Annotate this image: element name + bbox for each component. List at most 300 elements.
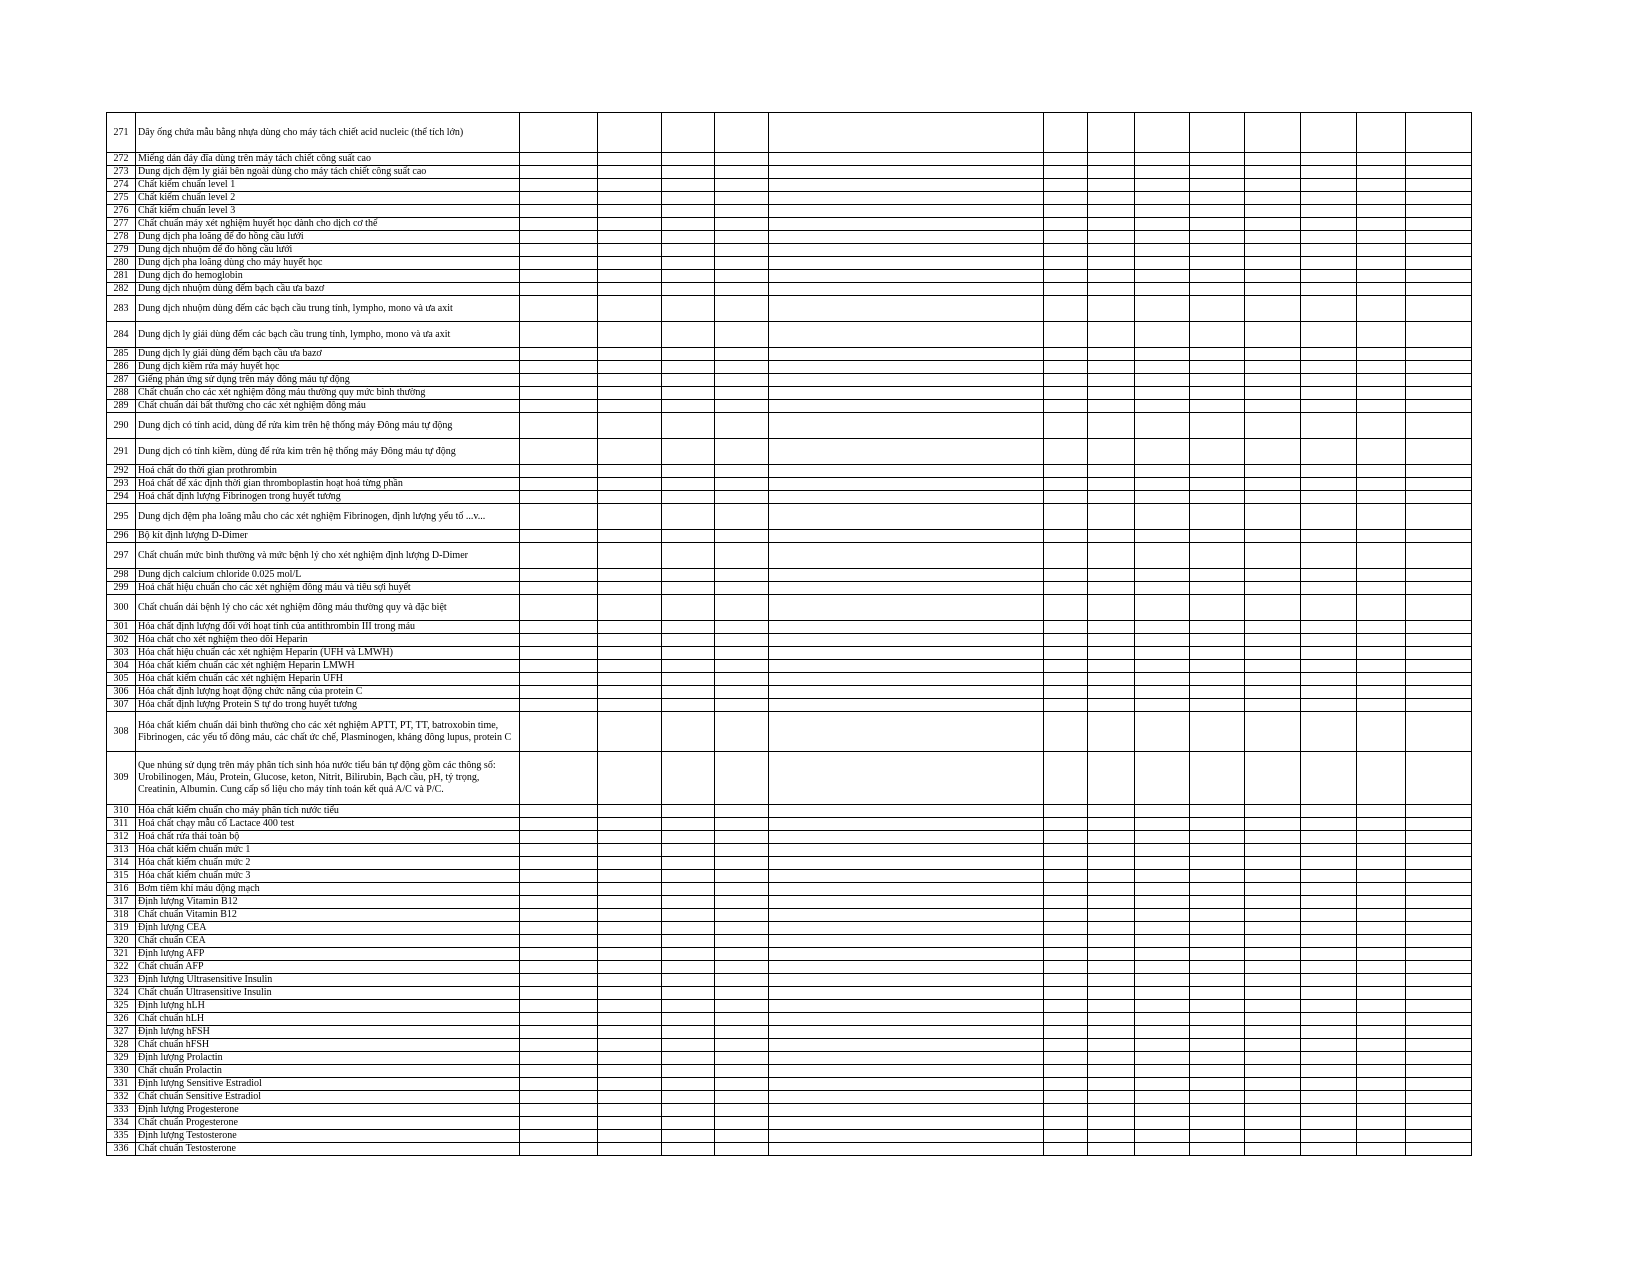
row-number: 318: [107, 909, 136, 922]
empty-cell: [1190, 673, 1245, 686]
empty-cell: [598, 166, 662, 179]
empty-cell: [1088, 1039, 1135, 1052]
empty-cell: [520, 647, 598, 660]
empty-cell: [598, 270, 662, 283]
empty-cell: [1245, 1104, 1301, 1117]
empty-cell: [715, 922, 769, 935]
empty-cell: [1357, 831, 1406, 844]
empty-cell: [1088, 1091, 1135, 1104]
empty-cell: [520, 569, 598, 582]
empty-cell: [769, 1026, 1044, 1039]
empty-cell: [598, 153, 662, 166]
table-row: [107, 752, 1472, 805]
item-name: Hoá chất rửa thải toàn bộ: [136, 831, 520, 844]
empty-cell: [598, 844, 662, 857]
empty-cell: [769, 883, 1044, 896]
empty-cell: [662, 348, 715, 361]
empty-cell: [598, 322, 662, 348]
row-number: 295: [107, 504, 136, 530]
empty-cell: [715, 844, 769, 857]
empty-cell: [715, 530, 769, 543]
empty-cell: [1190, 361, 1245, 374]
empty-cell: [1357, 805, 1406, 818]
empty-cell: [1088, 504, 1135, 530]
empty-cell: [769, 818, 1044, 831]
empty-cell: [1135, 322, 1190, 348]
empty-cell: [1135, 712, 1190, 752]
empty-cell: [1190, 1052, 1245, 1065]
table-row: [107, 647, 1472, 660]
empty-cell: [662, 113, 715, 153]
item-name: Chất chuẩn dải bệnh lý cho các xét nghiệm đông máu thường quy và đặc biệt: [136, 595, 520, 621]
item-name: Hóa chất kiểm chuẩn các xét nghiệm Heparin UFH: [136, 673, 520, 686]
empty-cell: [1088, 673, 1135, 686]
empty-cell: [520, 699, 598, 712]
empty-cell: [769, 961, 1044, 974]
item-name: Dung dịch ly giải dùng đếm các bạch cầu trung tính, lympho, mono và ưa axit: [136, 322, 520, 348]
empty-cell: [1044, 831, 1088, 844]
row-number: 312: [107, 831, 136, 844]
empty-cell: [1135, 844, 1190, 857]
empty-cell: [1088, 1130, 1135, 1143]
empty-cell: [1357, 1143, 1406, 1156]
empty-cell: [1135, 974, 1190, 987]
empty-cell: [1135, 818, 1190, 831]
item-name: Định lượng AFP: [136, 948, 520, 961]
empty-cell: [769, 844, 1044, 857]
empty-cell: [1088, 153, 1135, 166]
empty-cell: [1301, 961, 1357, 974]
empty-cell: [1190, 660, 1245, 673]
empty-cell: [715, 1078, 769, 1091]
empty-cell: [769, 387, 1044, 400]
empty-cell: [769, 1039, 1044, 1052]
empty-cell: [1406, 673, 1472, 686]
empty-cell: [520, 987, 598, 1000]
empty-cell: [1406, 961, 1472, 974]
empty-cell: [520, 1013, 598, 1026]
empty-cell: [1044, 387, 1088, 400]
empty-cell: [520, 1065, 598, 1078]
empty-cell: [1135, 922, 1190, 935]
empty-cell: [1245, 752, 1301, 805]
empty-cell: [1190, 569, 1245, 582]
row-number: 296: [107, 530, 136, 543]
table-row: [107, 1013, 1472, 1026]
empty-cell: [1190, 974, 1245, 987]
empty-cell: [598, 569, 662, 582]
empty-cell: [1406, 387, 1472, 400]
item-name: Miếng dán đáy đĩa dùng trên máy tách chiết công suất cao: [136, 153, 520, 166]
empty-cell: [598, 218, 662, 231]
empty-cell: [1245, 543, 1301, 569]
empty-cell: [1301, 543, 1357, 569]
empty-cell: [520, 361, 598, 374]
empty-cell: [598, 582, 662, 595]
empty-cell: [715, 1000, 769, 1013]
row-number: 322: [107, 961, 136, 974]
empty-cell: [1406, 1052, 1472, 1065]
item-name: Bơm tiêm khí máu động mạch: [136, 883, 520, 896]
empty-cell: [1044, 686, 1088, 699]
item-name: Chất chuẩn Sensitive Estradiol: [136, 1091, 520, 1104]
price-list-table: [106, 112, 1472, 1156]
empty-cell: [598, 752, 662, 805]
empty-cell: [1044, 712, 1088, 752]
item-name: Dung dịch ly giải dùng đếm bạch cầu ưa bazơ: [136, 348, 520, 361]
table-row: [107, 530, 1472, 543]
empty-cell: [1088, 922, 1135, 935]
empty-cell: [598, 1104, 662, 1117]
empty-cell: [520, 818, 598, 831]
empty-cell: [1135, 283, 1190, 296]
table-row: [107, 805, 1472, 818]
empty-cell: [662, 413, 715, 439]
empty-cell: [598, 660, 662, 673]
empty-cell: [1190, 218, 1245, 231]
empty-cell: [715, 1117, 769, 1130]
empty-cell: [1301, 974, 1357, 987]
table-row: [107, 948, 1472, 961]
empty-cell: [769, 478, 1044, 491]
item-name: Que nhúng sử dụng trên máy phân tích sinh hóa nước tiểu bán tự động gồm các thông số: Urobilinogen, Máu, Protein, Glucose, keton, Nitrit, Bilirubin, Bạch cầu, pH, tỷ trọng, Creatinin, Albumin. Cung cấp sổ liệu cho máy tính toán kết quả A/C và P/C.: [136, 752, 520, 805]
empty-cell: [769, 909, 1044, 922]
empty-cell: [715, 673, 769, 686]
empty-cell: [1301, 478, 1357, 491]
empty-cell: [1245, 1117, 1301, 1130]
empty-cell: [662, 1078, 715, 1091]
empty-cell: [520, 530, 598, 543]
empty-cell: [1245, 296, 1301, 322]
empty-cell: [1245, 348, 1301, 361]
row-number: 310: [107, 805, 136, 818]
empty-cell: [1135, 660, 1190, 673]
empty-cell: [1190, 1000, 1245, 1013]
empty-cell: [1088, 374, 1135, 387]
empty-cell: [520, 257, 598, 270]
empty-cell: [1357, 987, 1406, 1000]
row-number: 288: [107, 387, 136, 400]
empty-cell: [1088, 699, 1135, 712]
empty-cell: [1301, 844, 1357, 857]
empty-cell: [1044, 1052, 1088, 1065]
item-name: Chất chuẩn Prolactin: [136, 1065, 520, 1078]
empty-cell: [520, 1000, 598, 1013]
empty-cell: [1357, 870, 1406, 883]
empty-cell: [715, 712, 769, 752]
empty-cell: [598, 870, 662, 883]
empty-cell: [520, 113, 598, 153]
empty-cell: [1044, 673, 1088, 686]
empty-cell: [662, 844, 715, 857]
empty-cell: [1245, 504, 1301, 530]
empty-cell: [520, 634, 598, 647]
empty-cell: [520, 673, 598, 686]
row-number: 290: [107, 413, 136, 439]
empty-cell: [1245, 257, 1301, 270]
empty-cell: [1245, 909, 1301, 922]
empty-cell: [520, 1026, 598, 1039]
empty-cell: [1357, 1065, 1406, 1078]
empty-cell: [662, 1143, 715, 1156]
empty-cell: [520, 1143, 598, 1156]
empty-cell: [715, 179, 769, 192]
empty-cell: [1245, 634, 1301, 647]
empty-cell: [769, 699, 1044, 712]
empty-cell: [1301, 387, 1357, 400]
table-row: [107, 1130, 1472, 1143]
empty-cell: [769, 935, 1044, 948]
table-row: [107, 569, 1472, 582]
empty-cell: [1406, 361, 1472, 374]
empty-cell: [520, 1039, 598, 1052]
empty-cell: [1406, 595, 1472, 621]
empty-cell: [715, 283, 769, 296]
empty-cell: [1245, 883, 1301, 896]
empty-cell: [1357, 113, 1406, 153]
empty-cell: [715, 1130, 769, 1143]
empty-cell: [1406, 543, 1472, 569]
empty-cell: [1357, 1000, 1406, 1013]
empty-cell: [598, 413, 662, 439]
empty-cell: [1190, 244, 1245, 257]
empty-cell: [1357, 686, 1406, 699]
empty-cell: [1406, 1039, 1472, 1052]
empty-cell: [1190, 582, 1245, 595]
row-number: 336: [107, 1143, 136, 1156]
table-row: [107, 1143, 1472, 1156]
empty-cell: [520, 1104, 598, 1117]
empty-cell: [1245, 1078, 1301, 1091]
empty-cell: [520, 543, 598, 569]
row-number: 320: [107, 935, 136, 948]
table-row: [107, 974, 1472, 987]
empty-cell: [1245, 582, 1301, 595]
empty-cell: [1245, 1052, 1301, 1065]
empty-cell: [1088, 322, 1135, 348]
item-name: Chất chuẩn Progesterone: [136, 1117, 520, 1130]
empty-cell: [769, 348, 1044, 361]
empty-cell: [1406, 491, 1472, 504]
empty-cell: [598, 478, 662, 491]
empty-cell: [1135, 296, 1190, 322]
empty-cell: [1245, 530, 1301, 543]
empty-cell: [1044, 857, 1088, 870]
empty-cell: [520, 413, 598, 439]
empty-cell: [1190, 961, 1245, 974]
empty-cell: [1135, 1000, 1190, 1013]
empty-cell: [769, 1000, 1044, 1013]
empty-cell: [1088, 948, 1135, 961]
empty-cell: [1190, 844, 1245, 857]
empty-cell: [598, 400, 662, 413]
empty-cell: [1044, 699, 1088, 712]
empty-cell: [769, 296, 1044, 322]
empty-cell: [1190, 1078, 1245, 1091]
empty-cell: [662, 647, 715, 660]
empty-cell: [1406, 948, 1472, 961]
empty-cell: [1190, 322, 1245, 348]
empty-cell: [1406, 974, 1472, 987]
empty-cell: [1357, 1013, 1406, 1026]
empty-cell: [1245, 961, 1301, 974]
empty-cell: [520, 974, 598, 987]
row-number: 297: [107, 543, 136, 569]
empty-cell: [1088, 1143, 1135, 1156]
row-number: 305: [107, 673, 136, 686]
empty-cell: [1088, 543, 1135, 569]
empty-cell: [598, 374, 662, 387]
empty-cell: [1088, 752, 1135, 805]
empty-cell: [662, 283, 715, 296]
row-number: 298: [107, 569, 136, 582]
empty-cell: [1406, 374, 1472, 387]
empty-cell: [1190, 504, 1245, 530]
empty-cell: [1190, 491, 1245, 504]
empty-cell: [1357, 491, 1406, 504]
empty-cell: [715, 660, 769, 673]
empty-cell: [662, 883, 715, 896]
empty-cell: [1088, 935, 1135, 948]
item-name: Dung dịch đệm pha loãng mẫu cho các xét nghiệm Fibrinogen, định lượng yếu tố ...v...: [136, 504, 520, 530]
table-row: [107, 660, 1472, 673]
empty-cell: [1135, 257, 1190, 270]
empty-cell: [1088, 621, 1135, 634]
empty-cell: [1190, 283, 1245, 296]
empty-cell: [1357, 935, 1406, 948]
empty-cell: [662, 218, 715, 231]
empty-cell: [1190, 296, 1245, 322]
empty-cell: [769, 857, 1044, 870]
empty-cell: [1406, 1026, 1472, 1039]
empty-cell: [662, 634, 715, 647]
empty-cell: [1088, 686, 1135, 699]
empty-cell: [1406, 465, 1472, 478]
empty-cell: [598, 1026, 662, 1039]
empty-cell: [769, 805, 1044, 818]
item-name: Hóa chất kiểm chuẩn các xét nghiệm Heparin LMWH: [136, 660, 520, 673]
empty-cell: [1406, 218, 1472, 231]
table-row: [107, 478, 1472, 491]
empty-cell: [662, 974, 715, 987]
empty-cell: [662, 1117, 715, 1130]
empty-cell: [715, 818, 769, 831]
empty-cell: [769, 231, 1044, 244]
empty-cell: [1044, 1039, 1088, 1052]
empty-cell: [1245, 231, 1301, 244]
empty-cell: [1088, 231, 1135, 244]
table-row: [107, 348, 1472, 361]
empty-cell: [715, 439, 769, 465]
empty-cell: [520, 439, 598, 465]
empty-cell: [520, 218, 598, 231]
empty-cell: [1301, 244, 1357, 257]
empty-cell: [1044, 818, 1088, 831]
empty-cell: [1406, 896, 1472, 909]
empty-cell: [520, 948, 598, 961]
empty-cell: [769, 673, 1044, 686]
item-name: Chất chuẩn AFP: [136, 961, 520, 974]
empty-cell: [1357, 322, 1406, 348]
empty-cell: [715, 974, 769, 987]
empty-cell: [598, 361, 662, 374]
table-row: [107, 1091, 1472, 1104]
table-row: [107, 818, 1472, 831]
empty-cell: [1088, 348, 1135, 361]
empty-cell: [1357, 1117, 1406, 1130]
empty-cell: [1301, 1065, 1357, 1078]
empty-cell: [715, 478, 769, 491]
empty-cell: [1301, 192, 1357, 205]
empty-cell: [715, 465, 769, 478]
table-row: [107, 374, 1472, 387]
table-row: [107, 153, 1472, 166]
empty-cell: [1044, 113, 1088, 153]
empty-cell: [715, 752, 769, 805]
empty-cell: [769, 1143, 1044, 1156]
item-name: Bộ kít định lượng D-Dimer: [136, 530, 520, 543]
empty-cell: [598, 465, 662, 478]
empty-cell: [1088, 361, 1135, 374]
empty-cell: [1135, 582, 1190, 595]
empty-cell: [1357, 465, 1406, 478]
empty-cell: [1406, 1091, 1472, 1104]
empty-cell: [1245, 844, 1301, 857]
row-number: 314: [107, 857, 136, 870]
empty-cell: [598, 974, 662, 987]
empty-cell: [598, 257, 662, 270]
empty-cell: [1406, 257, 1472, 270]
empty-cell: [1301, 1117, 1357, 1130]
empty-cell: [662, 582, 715, 595]
empty-cell: [1135, 270, 1190, 283]
row-number: 306: [107, 686, 136, 699]
empty-cell: [1301, 686, 1357, 699]
empty-cell: [715, 1026, 769, 1039]
empty-cell: [1301, 1052, 1357, 1065]
empty-cell: [1088, 413, 1135, 439]
empty-cell: [1406, 805, 1472, 818]
empty-cell: [598, 244, 662, 257]
empty-cell: [1245, 660, 1301, 673]
item-name: Định lượng Progesterone: [136, 1104, 520, 1117]
empty-cell: [1088, 974, 1135, 987]
table-row: [107, 922, 1472, 935]
empty-cell: [1044, 883, 1088, 896]
table-row: [107, 1039, 1472, 1052]
empty-cell: [1135, 870, 1190, 883]
empty-cell: [1357, 712, 1406, 752]
empty-cell: [1301, 400, 1357, 413]
empty-cell: [1357, 478, 1406, 491]
empty-cell: [715, 569, 769, 582]
empty-cell: [1088, 870, 1135, 883]
table-row: [107, 296, 1472, 322]
empty-cell: [1406, 400, 1472, 413]
empty-cell: [1190, 543, 1245, 569]
empty-cell: [1245, 361, 1301, 374]
item-name: Hoá chất chạy mẫu cố Lactace 400 test: [136, 818, 520, 831]
empty-cell: [662, 831, 715, 844]
item-name: Chất chuẩn Testosterone: [136, 1143, 520, 1156]
empty-cell: [1301, 595, 1357, 621]
empty-cell: [769, 686, 1044, 699]
table-row: [107, 935, 1472, 948]
empty-cell: [520, 805, 598, 818]
empty-cell: [1357, 231, 1406, 244]
empty-cell: [1135, 752, 1190, 805]
empty-cell: [1301, 153, 1357, 166]
